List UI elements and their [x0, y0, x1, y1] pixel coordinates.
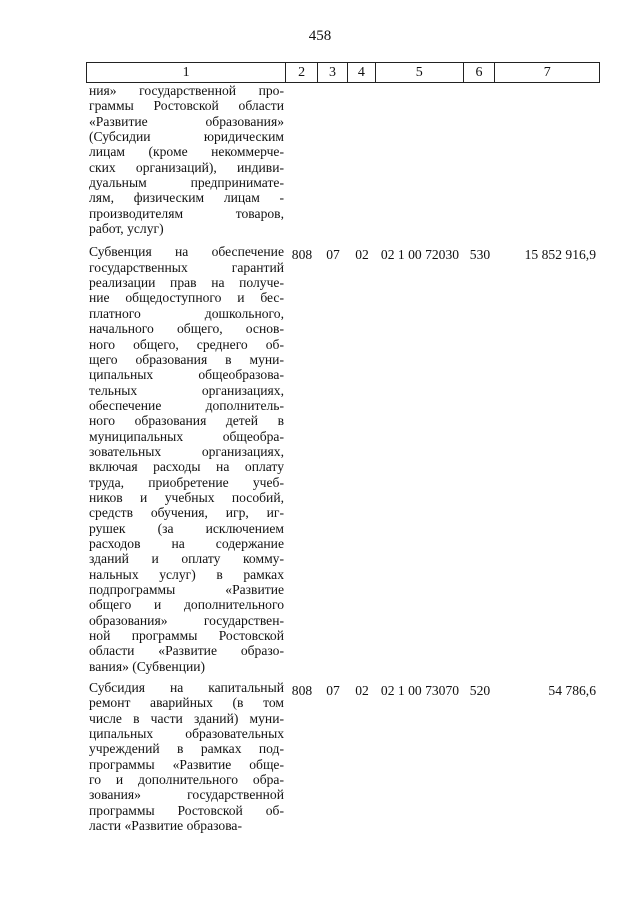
amount: 54 786,6 — [548, 683, 596, 699]
description-line: граммы Ростовской области — [89, 98, 284, 114]
description-line: средств обучения, игр, иг- — [89, 505, 284, 521]
table-header-row — [86, 62, 600, 83]
description-line: Субвенция на обеспечение — [89, 244, 284, 260]
description-line: тельных организациях, — [89, 382, 284, 398]
subsection-code — [348, 83, 376, 236]
description-line: щего образования в муни- — [89, 351, 284, 367]
subsection-code: 02 — [355, 683, 369, 699]
description-line: ремонт аварийных (в том — [89, 695, 284, 711]
description-line: ного общего, среднего об- — [89, 336, 284, 352]
section-code: 07 — [326, 683, 340, 699]
column-header: 3 — [318, 63, 348, 82]
table-row — [86, 680, 600, 833]
column-header: 2 — [286, 63, 318, 82]
target-article-code: 02 1 00 72030 — [380, 247, 460, 263]
column-header: 6 — [464, 63, 496, 82]
row-description — [86, 83, 286, 236]
expense-type-code: 520 — [469, 683, 491, 699]
description-line: подпрограммы «Развитие — [89, 582, 284, 597]
description-line: зданий и оплату комму- — [89, 551, 284, 567]
amount: 15 852 916,9 — [524, 247, 596, 263]
description-line: лям, физическим лицам - — [89, 190, 284, 206]
target-article-code: 02 1 00 73070 — [380, 683, 460, 699]
description-line: ние общедоступного и бес- — [89, 290, 284, 306]
ministry-code: 808 — [291, 247, 313, 263]
target-article-code — [376, 83, 464, 236]
description-line: области «Развитие образо- — [89, 643, 284, 659]
expense-type-code: 530 — [469, 247, 491, 263]
description-line: платного дошкольного, — [89, 305, 284, 321]
description-line: (Субсидии юридическим — [89, 129, 284, 145]
description-line: реализации прав на получе- — [89, 275, 284, 291]
description-line: начального общего, основ- — [89, 321, 284, 337]
column-header: 5 — [376, 63, 464, 82]
description-line: программы «Развитие обще- — [89, 756, 284, 772]
description-line: ния» государственной про- — [89, 83, 284, 98]
description-line: дуальным предпринимате- — [89, 175, 284, 191]
description-line: зовательных организациях, — [89, 443, 284, 459]
description-line: включая расходы на оплату — [89, 459, 284, 475]
description-line: ских организаций), индиви- — [89, 159, 284, 175]
description-line: муниципальных общеобра- — [89, 428, 284, 444]
description-line: общего и дополнительного — [89, 597, 284, 613]
description-line: рушек (за исключением — [89, 520, 284, 536]
description-line: обеспечение дополнитель- — [89, 397, 284, 413]
ministry-code: 808 — [291, 683, 313, 699]
description-line: вания» (Субвенции) — [89, 658, 206, 674]
subsection-code: 02 — [355, 247, 369, 263]
description-line: Субсидия на капитальный — [89, 680, 284, 696]
description-line: ципальных общеобразова- — [89, 367, 284, 383]
budget-table — [86, 62, 600, 834]
description-line: образования» государствен- — [89, 612, 284, 628]
expense-type-code — [464, 83, 496, 236]
ministry-code — [286, 83, 318, 236]
description-line: работ, услуг) — [89, 221, 164, 237]
description-line: нальных услуг) в рамках — [89, 566, 284, 582]
description-line: ного образования детей в — [89, 413, 284, 429]
row-description — [86, 244, 286, 674]
column-header: 7 — [543, 64, 551, 80]
description-line: ников и учебных пособий, — [89, 489, 284, 505]
description-line: программы Ростовской об- — [89, 802, 284, 818]
description-line: расходов на содержание — [89, 535, 284, 551]
description-line: лицам (кроме некоммерче- — [89, 144, 284, 160]
table-body — [86, 83, 600, 834]
column-header: 4 — [348, 63, 376, 82]
column-header: 1 — [87, 63, 286, 82]
description-line: «Развитие образования» — [89, 113, 284, 129]
row-description — [86, 680, 286, 833]
description-line: числе в части зданий) муни- — [89, 710, 284, 726]
description-line: производителям товаров, — [89, 205, 284, 221]
amount — [496, 83, 600, 236]
description-line: зования» государственной — [89, 787, 284, 803]
description-line: ной программы Ростовской — [89, 628, 284, 644]
table-row — [86, 83, 600, 236]
description-line: го и дополнительного обра- — [89, 772, 284, 788]
description-line: государственных гарантий — [89, 259, 284, 275]
table-row — [86, 244, 600, 674]
page-number: 458 — [308, 28, 332, 44]
description-line: ласти «Развитие образова- — [89, 818, 242, 834]
section-code — [318, 83, 348, 236]
section-code: 07 — [326, 247, 340, 263]
description-line: ципальных образовательных — [89, 726, 284, 742]
description-line: учреждений в рамках под- — [89, 741, 284, 757]
description-line: труда, приобретение учеб- — [89, 474, 284, 490]
